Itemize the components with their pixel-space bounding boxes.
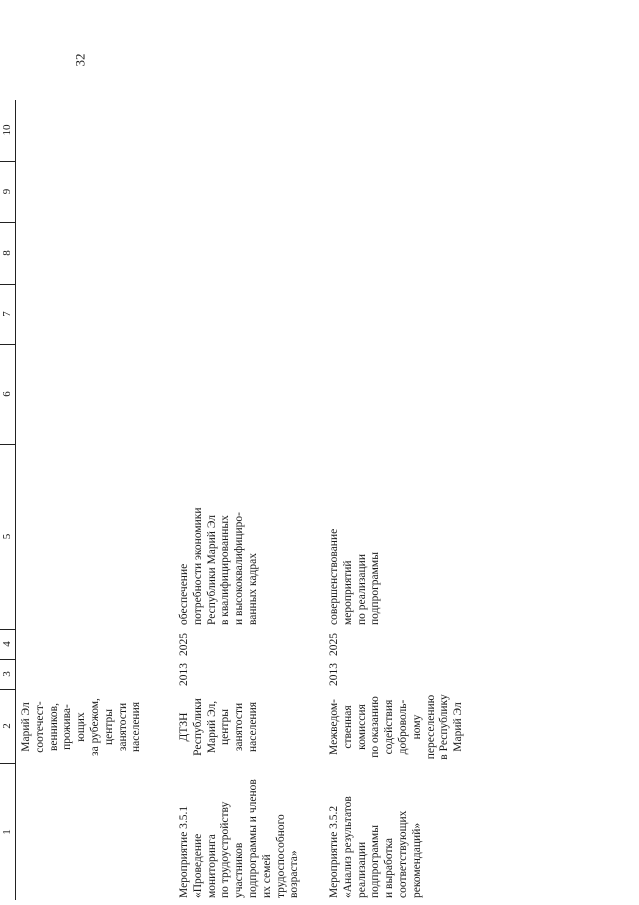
table-header-row (0, 100, 16, 900)
column-header-7: 7 (0, 284, 15, 345)
column-header-6: 6 (0, 344, 15, 445)
page-number: 32 (72, 53, 88, 67)
row-0-executor: Марий Эл соотечест- венников, прожива- ющих за рубежом, центры занятости населения (20, 698, 143, 756)
column-header-1: 1 (1, 829, 13, 835)
row-1-result: обеспечение потребности экономики Республики Марий Эл в квалифицированных и высококвалифициро- ванных кадрах (178, 507, 259, 625)
row-2-start-year: 2013 (328, 663, 340, 686)
column-header-3: 3 (0, 659, 15, 690)
column-header-2: 2 (0, 689, 15, 764)
column-header-9: 9 (0, 161, 15, 223)
row-2-end-year: 2025 (328, 633, 340, 656)
column-header-10: 10 (0, 99, 15, 162)
column-header-8: 8 (0, 222, 15, 285)
row-2-measure: Мероприятие 3.5.2 «Анализ результатов реализации подпрограммы и выработка соответствующих рекомендаций» (328, 796, 423, 898)
row-1-end-year: 2025 (178, 633, 190, 656)
column-header-4: 4 (0, 629, 15, 660)
row-1-executor: ДТЗН Республики Марий Эл, центры занятости населения (178, 698, 259, 756)
row-2-executor: Межведом- ственная комиссия по оказанию содействия доброволь- ному переселению в Республику Марий Эл (328, 694, 465, 760)
row-1-measure: Мероприятие 3.5.1 «Проведение мониторинга по трудоустройству участников подпрограммы и членов их семей трудоспособного возраста» (178, 779, 301, 898)
measures-table (0, 100, 518, 900)
row-2-result: совершенствование мероприятий по реализации подпрограммы (328, 528, 382, 625)
row-1-start-year: 2013 (178, 663, 190, 686)
column-header-5: 5 (0, 444, 15, 630)
